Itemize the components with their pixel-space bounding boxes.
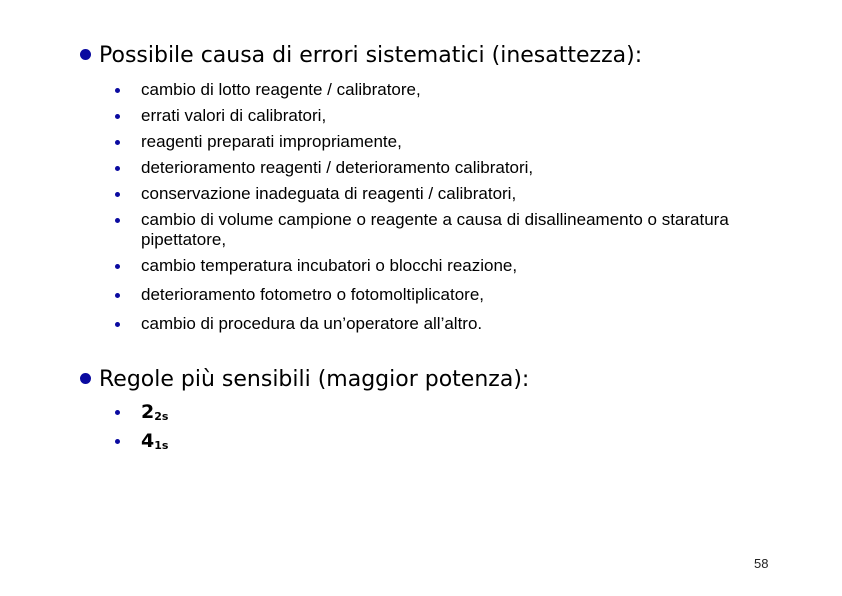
list-item: errati valori di calibratori, — [112, 106, 781, 126]
bullet-icon — [115, 293, 120, 298]
rules-list — [112, 398, 168, 456]
bullet-icon — [115, 140, 120, 145]
page-number: 58 — [754, 556, 769, 571]
error-causes-list — [112, 80, 781, 334]
bullet-icon — [115, 114, 120, 119]
bullet-icon — [115, 264, 120, 269]
section-heading-errors — [80, 42, 642, 70]
section-heading-rules — [80, 366, 529, 394]
bullet-icon — [115, 166, 120, 171]
heading-text: Possibile causa di errori sistematici (inesattezza): — [99, 43, 643, 68]
bullet-icon — [80, 373, 91, 384]
list-item: cambio di procedura da un’operatore all’altro. — [112, 314, 781, 334]
bullet-icon — [80, 49, 91, 60]
heading-text: Regole più sensibili (maggior potenza): — [99, 367, 530, 392]
bullet-icon — [115, 410, 120, 415]
bullet-icon — [115, 322, 120, 327]
list-item: deterioramento fotometro o fotomoltiplicatore, — [112, 285, 781, 305]
list-item: cambio temperatura incubatori o blocchi reazione, — [112, 256, 781, 276]
list-item: cambio di lotto reagente / calibratore, — [112, 80, 781, 100]
rule-item: $4_{1s}$ — [112, 427, 168, 456]
bullet-icon — [115, 192, 120, 197]
list-item: cambio di volume campione o reagente a causa di disallineamento o staratura pipettatore, — [112, 210, 761, 250]
list-item: conservazione inadeguata di reagenti / calibratori, — [112, 184, 781, 204]
bullet-icon — [115, 439, 120, 444]
bullet-icon — [115, 218, 120, 223]
rule-item: $2_{2s}$ — [112, 398, 168, 427]
list-item: deterioramento reagenti / deterioramento calibratori, — [112, 158, 781, 178]
bullet-icon — [115, 88, 120, 93]
list-item: reagenti preparati impropriamente, — [112, 132, 781, 152]
